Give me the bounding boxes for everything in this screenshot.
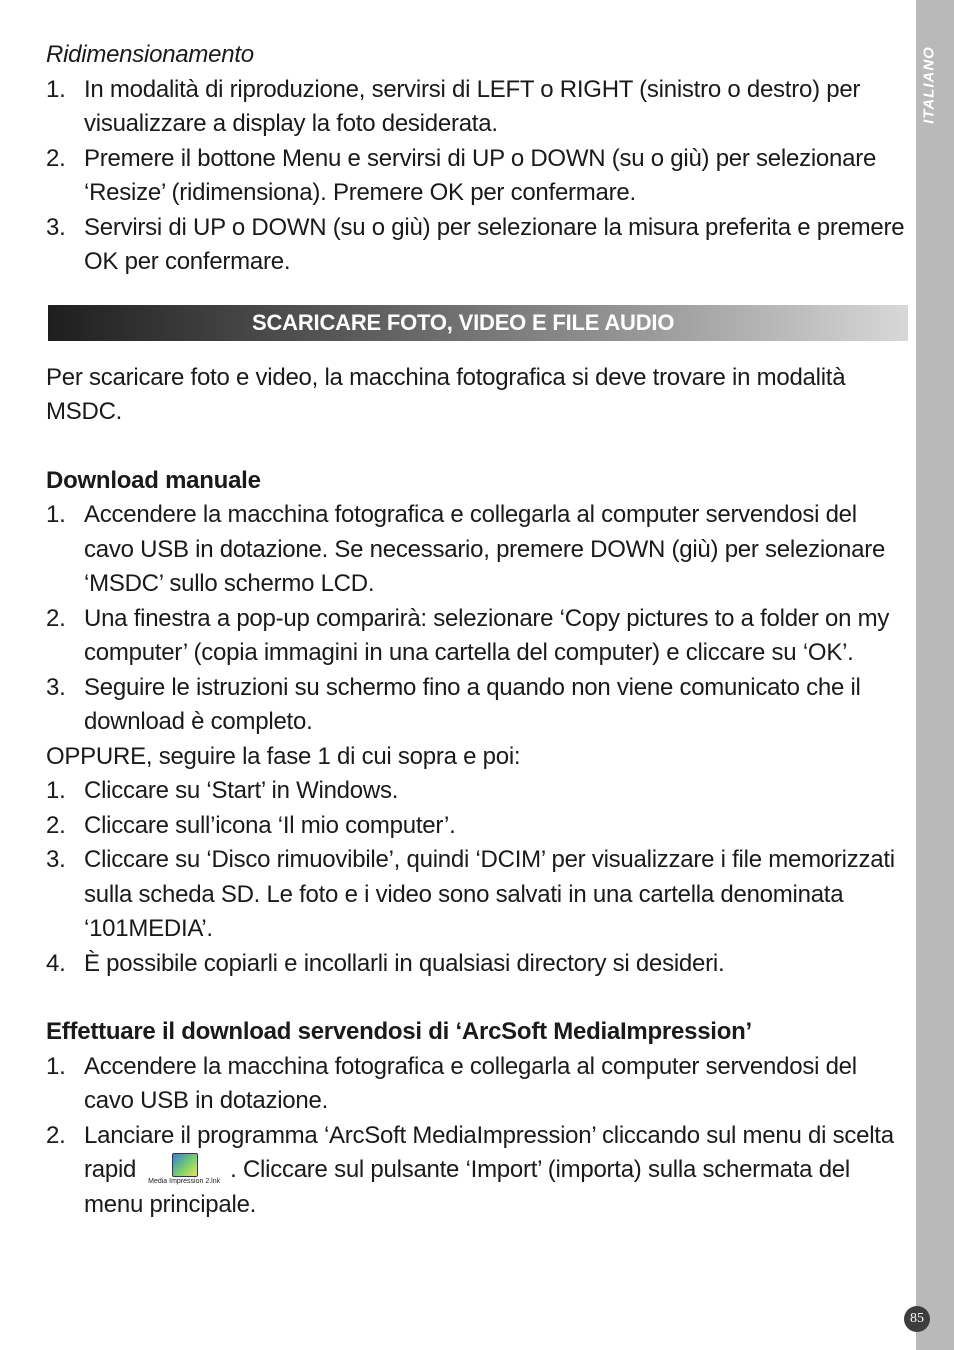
media-impression-shortcut-icon	[142, 1153, 226, 1187]
section-title: SCARICARE FOTO, VIDEO E FILE AUDIO	[252, 309, 675, 335]
list-item: 1. Accendere la macchina fotografica e collegarla al computer servendosi del cavo USB in dotazione.	[46, 1052, 857, 1114]
intro-paragraph: Per scaricare foto e video, la macchina fotografica si deve trovare in modalità MSDC.	[46, 363, 846, 425]
shortcut-caption: Media Impression 2.lnk	[148, 1178, 221, 1185]
list-item: 3. Seguire le istruzioni su schermo fino a quando non viene comunicato che il download è completo.	[46, 673, 861, 735]
manual-steps	[46, 498, 912, 740]
list-item: 2. Premere il bottone Menu e servirsi di UP o DOWN (su o giù) per selezionare ‘Resize’ (ridimensiona). Premere OK per confermare.	[46, 144, 877, 206]
list-item: 1. Cliccare su ‘Start’ in Windows.	[46, 777, 399, 804]
language-label: ITALIANO	[920, 46, 938, 124]
arcsoft-heading: Effettuare il download servendosi di ‘ArcSoft MediaImpression’	[46, 1018, 752, 1045]
list-item: 2. Cliccare sull’icona ‘Il mio computer’.	[46, 811, 456, 839]
resize-steps	[46, 73, 912, 280]
page-number: 85	[904, 1306, 930, 1332]
list-item: 2. Lanciare il programma ‘ArcSoft MediaImpression’ cliccando sul menu di scelta rapid Media Impression 2.lnk . Cliccare sul pulsante ‘Import’ (importa) sulla schermata del menu principale.	[46, 1121, 894, 1218]
list-item: 4. È possibile copiarli e incollarli in qualsiasi directory si desideri.	[46, 949, 725, 977]
manual-heading: Download manuale	[46, 466, 261, 494]
page-content	[46, 38, 912, 1222]
list-item: 3. Servirsi di UP o DOWN (su o giù) per selezionare la misura preferita e premere OK per confermare.	[46, 213, 905, 275]
arcsoft-steps	[46, 1050, 912, 1223]
alternative-steps	[46, 774, 912, 981]
language-side-tab	[916, 0, 954, 1350]
shortcut-image-icon	[172, 1153, 198, 1177]
list-item: 2. Una finestra a pop-up comparirà: selezionare ‘Copy pictures to a folder on my computer’ (copia immagini in una cartella del computer) e cliccare su ‘OK’.	[46, 604, 890, 666]
list-item: 3. Cliccare su ‘Disco rimuovibile’, quindi ‘DCIM’ per visualizzare i file memorizzati sulla scheda SD. Le foto e i video sono salvati in una cartella denominata ‘101MEDIA’.	[46, 846, 895, 942]
resize-heading: Ridimensionamento	[46, 41, 254, 68]
section-title-bar	[48, 305, 908, 341]
oppure-line: OPPURE, seguire la fase 1 di cui sopra e poi:	[46, 742, 521, 770]
list-item: 1. Accendere la macchina fotografica e collegarla al computer servendosi del cavo USB in dotazione. Se necessario, premere DOWN (giù) per selezionare ‘MSDC’ sullo schermo LCD.	[46, 501, 886, 597]
list-item: 1. In modalità di riproduzione, servirsi di LEFT o RIGHT (sinistro o destro) per visualizzare a display la foto desiderata.	[46, 75, 861, 137]
